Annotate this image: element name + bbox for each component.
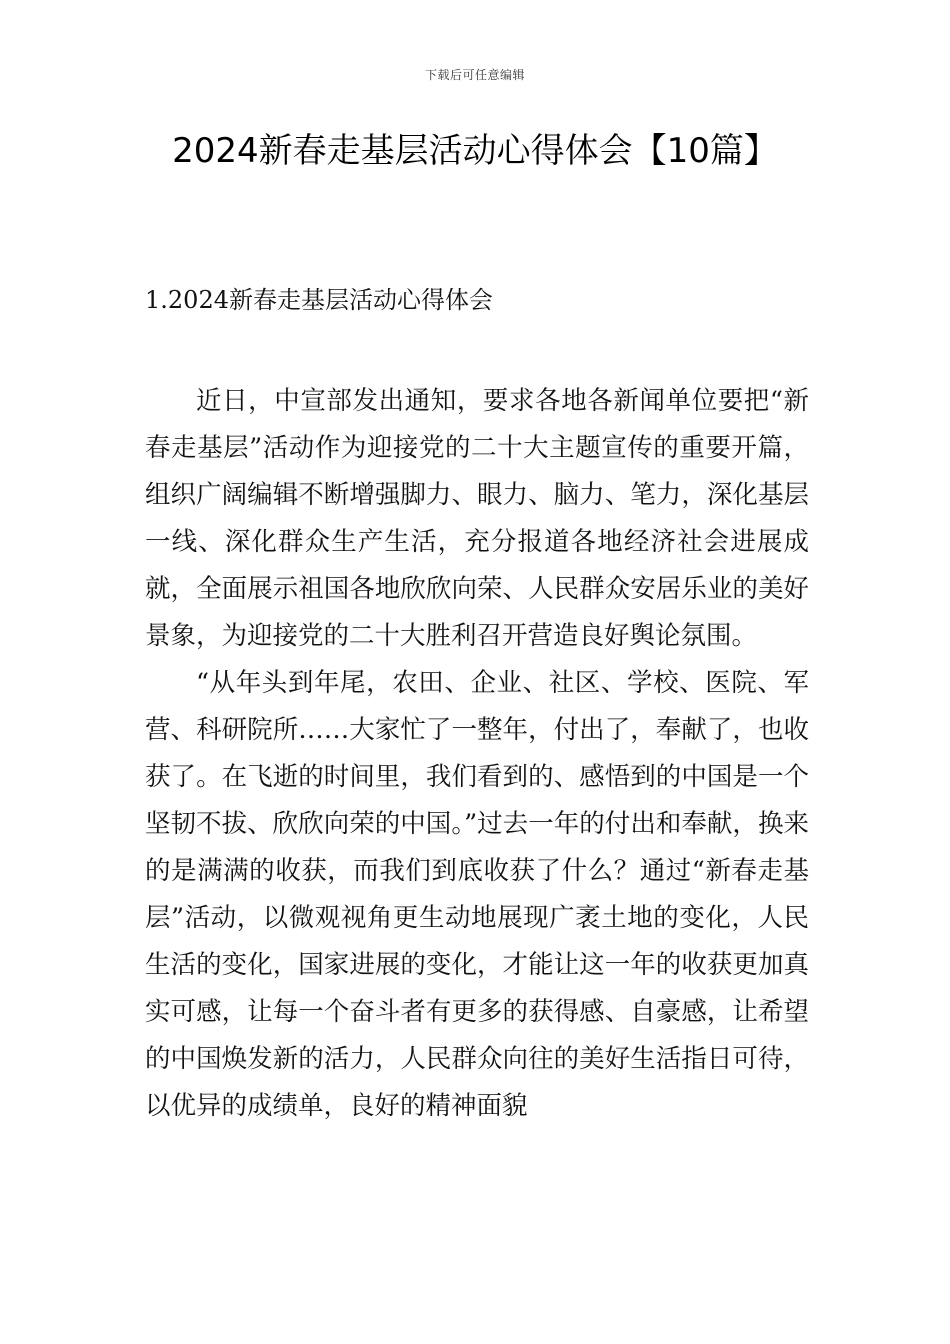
paragraph-1: 近日，中宣部发出通知，要求各地各新闻单位要把“新春走基层”活动作为迎接党的二十大主题宣传的重要开篇，组织广阔编辑不断增强脚力、眼力、脑力、笔力，深化基层一线、深化群众生产生活，充分报道各地经济社会进展成就，全面展示祖国各地欣欣向荣、人民群众安居乐业的美好景象，为迎接党的二十大胜利召开营造良好舆论氛围。 — [145, 386, 809, 651]
document-body — [145, 378, 809, 1130]
document-title: 2024新春走基层活动心得体会【10篇】 — [172, 131, 778, 171]
section-heading: 1.2024新春走基层活动心得体会 — [145, 286, 493, 314]
download-note: 下载后可任意编辑 — [424, 68, 525, 82]
paragraph-2: “从年头到年尾，农田、企业、社区、学校、医院、军营、科研院所……大家忙了一整年，付出了，奉献了，也收获了。在飞逝的时间里，我们看到的、感悟到的中国是一个坚韧不拔、欣欣向荣的中国。”过去一年的付出和奉献，换来的是满满的收获，而我们到底收获了什么？通过“新春走基层”活动，以微观视角更生动地展现广袤土地的变化，人民生活的变化，国家进展的变化，才能让这一年的收获更加真实可感，让每一个奋斗者有更多的获得感、自豪感，让希望的中国焕发新的活力，人民群众向往的美好生活指日可待，以优异的成绩单，良好的精神面貌 — [145, 668, 809, 1121]
